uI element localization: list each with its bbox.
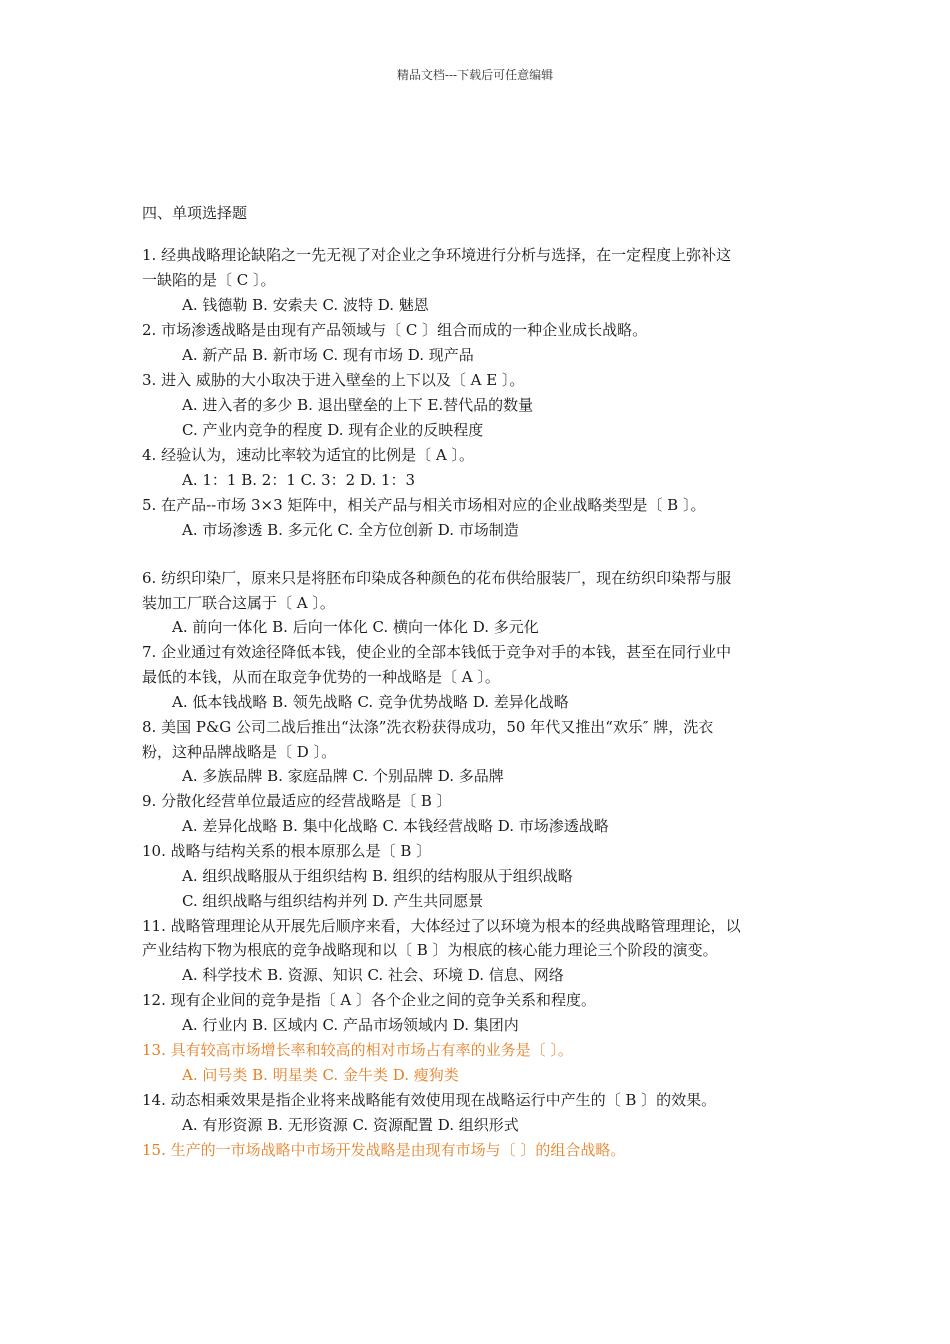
question-line-q14: 14. 动态相乘效果是指企业将来战略能有效使用现在战略运行中产生的〔 B 〕的效果。: [142, 1091, 717, 1109]
question-line-q1-l2: 一缺陷的是〔 C 〕。: [142, 271, 276, 289]
question-line-q6-opts: A. 前向一体化 B. 后向一体化 C. 横向一体化 D. 多元化: [172, 618, 539, 636]
question-line-q2: 2. 市场渗透战略是由现有产品领域与〔 C 〕组合而成的一种企业成长战略。: [142, 321, 648, 339]
question-line-q3-opts1: A. 进入者的多少 B. 退出壁垒的上下 E.替代品的数量: [182, 396, 534, 414]
question-line-q15: 15. 生产的一市场战略中市场开发战略是由现有市场与〔 〕的组合战略。: [142, 1141, 626, 1159]
question-line-q4: 4. 经验认为，速动比率较为适宜的比例是〔 A 〕。: [142, 446, 474, 464]
question-line-q14-opts: A. 有形资源 B. 无形资源 C. 资源配置 D. 组织形式: [182, 1116, 519, 1134]
question-line-q5: 5. 在产品--市场 3×3 矩阵中，相关产品与相关市场相对应的企业战略类型是〔 B 〕。: [142, 496, 706, 514]
section-title: 四、单项选择题: [142, 204, 248, 222]
question-line-q1-l1: 1. 经典战略理论缺陷之一先无视了对企业之争环境进行分析与选择，在一定程度上弥补这: [142, 246, 732, 264]
question-line-q10-opts1: A. 组织战略服从于组织结构 B. 组织的结构服从于组织战略: [182, 867, 573, 885]
question-line-q13-opts: A. 问号类 B. 明星类 C. 金牛类 D. 瘦狗类: [182, 1066, 459, 1084]
question-line-q9-opts: A. 差异化战略 B. 集中化战略 C. 本钱经营战略 D. 市场渗透战略: [182, 817, 609, 835]
question-line-q7-l2: 最低的本钱，从而在取竞争优势的一种战略是〔 A 〕。: [142, 668, 500, 686]
question-line-q8-l1: 8. 美国 P&G 公司二战后推出“汰涤”洗衣粉获得成功，50 年代又推出“欢乐″ 牌，洗衣: [142, 718, 714, 736]
question-line-q3-opts2: C. 产业内竞争的程度 D. 现有企业的反映程度: [182, 421, 484, 439]
question-line-q10: 10. 战略与结构关系的根本原那么是〔 B 〕: [142, 842, 432, 860]
question-line-q1-opts: A. 钱德勒 B. 安索夫 C. 波特 D. 魅恩: [182, 296, 429, 314]
question-line-q7-opts: A. 低本钱战略 B. 领先战略 C. 竞争优势战略 D. 差异化战略: [172, 693, 569, 711]
question-line-q8-l2: 粉，这种品牌战略是〔 D 〕。: [142, 743, 337, 761]
question-line-q3: 3. 进入 威胁的大小取决于进入壁垒的上下以及〔 A E 〕。: [142, 371, 525, 389]
question-line-q4-opts: A. 1：1 B. 2：1 C. 3：2 D. 1：3: [182, 471, 416, 489]
question-line-q2-opts: A. 新产品 B. 新市场 C. 现有市场 D. 现产品: [182, 346, 474, 364]
question-line-q11-l1: 11. 战略管理理论从开展先后顺序来看，大体经过了以环境为根本的经典战略管理理论，以: [142, 917, 741, 935]
question-line-q6-l1: 6. 纺织印染厂，原来只是将胚布印染成各种颜色的花布供给服装厂，现在纺织印染帮与服: [142, 569, 732, 587]
page-header: 精品文档---下载后可任意编辑: [396, 68, 554, 82]
question-line-q6-l2: 装加工厂联合这属于〔 A 〕。: [142, 594, 335, 612]
question-line-q12-opts: A. 行业内 B. 区域内 C. 产品市场领域内 D. 集团内: [182, 1016, 519, 1034]
question-line-q5-opts: A. 市场渗透 B. 多元化 C. 全方位创新 D. 市场制造: [182, 521, 519, 539]
question-line-q10-opts2: C. 组织战略与组织结构并列 D. 产生共同愿景: [182, 892, 484, 910]
question-line-q11-l2: 产业结构下物为根底的竞争战略现和以〔 B 〕为根底的核心能力理论三个阶段的演变。: [142, 941, 718, 959]
question-line-q11-opts: A. 科学技术 B. 资源、知识 C. 社会、环境 D. 信息、网络: [182, 966, 564, 984]
question-line-q9: 9. 分散化经营单位最适应的经营战略是〔 B 〕: [142, 792, 452, 810]
question-line-q12: 12. 现有企业间的竞争是指〔 A 〕各个企业之间的竞争关系和程度。: [142, 991, 596, 1009]
question-line-q8-opts: A. 多族品牌 B. 家庭品牌 C. 个别品牌 D. 多品牌: [182, 767, 504, 785]
question-line-q7-l1: 7. 企业通过有效途径降低本钱，使企业的全部本钱低于竞争对手的本钱，甚至在同行业中: [142, 643, 732, 661]
question-line-q13: 13. 具有较高市场增长率和较高的相对市场占有率的业务是〔 〕。: [142, 1041, 573, 1059]
